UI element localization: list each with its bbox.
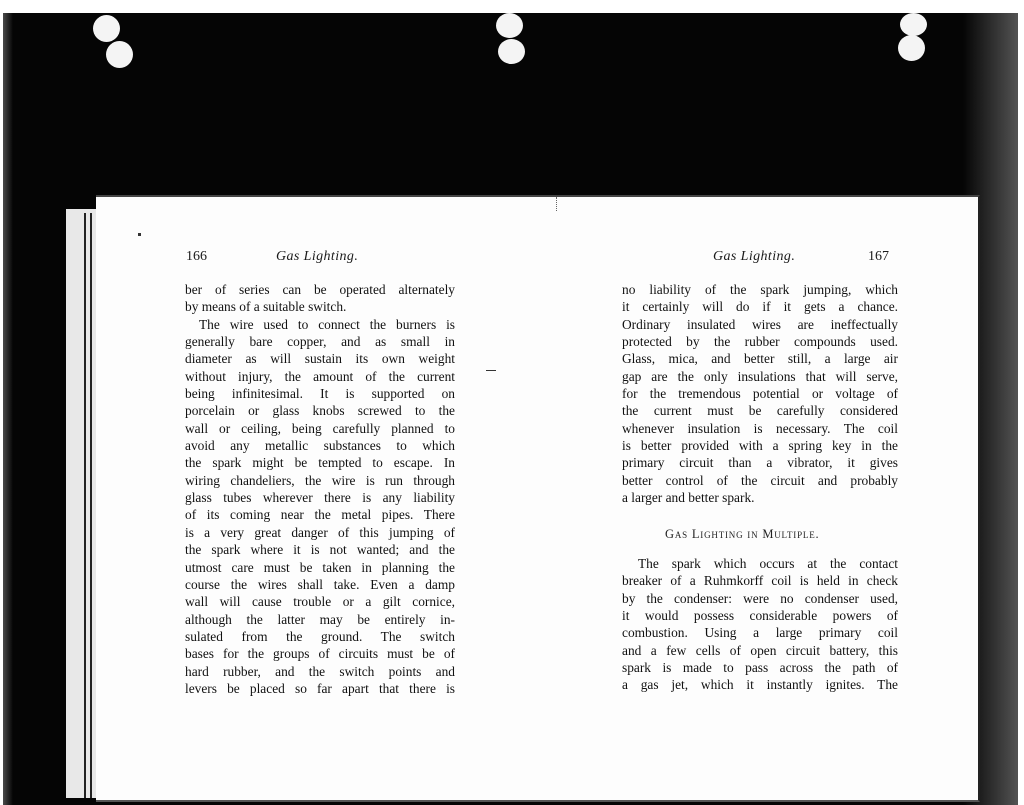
left-page xyxy=(96,197,556,800)
section-heading: Gas Lighting in Multiple. xyxy=(665,527,820,541)
clip-right-bottom xyxy=(898,35,925,61)
text-line: primary circuit than a vibrator, it gives xyxy=(622,455,898,471)
clip-center-top xyxy=(496,13,523,38)
text-line: avoid any metallic substances to which xyxy=(185,438,455,454)
text-line: wall or ceiling, being carefully planned to xyxy=(185,420,455,436)
page-edge-line xyxy=(90,213,92,798)
text-line: breaker of a Ruhmkorff coil is held in check xyxy=(622,573,898,589)
text-line: Ordinary insulated wires are ineffectually xyxy=(622,316,898,332)
text-line: sulated from the ground. The switch xyxy=(185,628,455,644)
backdrop-left-edge xyxy=(3,13,13,805)
text-line: it would possess considerable powers of xyxy=(622,608,898,624)
text-line: The spark which occurs at the contact xyxy=(638,556,898,571)
open-pages xyxy=(96,195,980,802)
text-line: gap are the only insulations that will serve, xyxy=(622,368,898,384)
text-line: protected by the rubber compounds used. xyxy=(622,334,898,350)
text-line: is better provided with a spring key in the xyxy=(622,438,898,454)
clip-center-bottom xyxy=(498,39,525,64)
text-line: is a very great danger of this jumping of xyxy=(185,524,455,540)
text-line: ber of series can be operated alternately xyxy=(185,282,455,297)
text-line: bases for the groups of circuits must be of xyxy=(185,646,455,662)
right-body-text-bottom xyxy=(622,555,898,694)
page-edges xyxy=(66,209,97,798)
text-line: a larger and better spark. xyxy=(622,490,755,506)
text-line: it certainly will do if it gets a chance. xyxy=(622,299,898,315)
text-line: wiring chandeliers, the wire is run through xyxy=(185,472,455,488)
text-line: glass tubes wherever there is any liability xyxy=(185,490,455,506)
right-body-text-top xyxy=(622,281,898,506)
running-title: Gas Lighting. xyxy=(713,249,796,264)
text-line: combustion. Using a large primary coil xyxy=(622,625,898,641)
page-number: 167 xyxy=(868,249,889,264)
text-line: although the latter may be entirely in- xyxy=(185,611,455,627)
text-line: the current must be carefully considered xyxy=(622,403,898,419)
text-line: the spark might be tempted to escape. In xyxy=(185,455,455,471)
page-number: 166 xyxy=(186,249,207,264)
text-line: for the tremendous potential or voltage of xyxy=(622,386,898,402)
clip-right-top xyxy=(900,13,927,36)
left-body-text xyxy=(185,281,455,697)
text-line: without injury, the amount of the current xyxy=(185,368,455,384)
text-line: wall will cause trouble or a gilt cornice, xyxy=(185,594,455,610)
running-title: Gas Lighting. xyxy=(276,249,359,264)
page-edge-line xyxy=(84,213,86,798)
text-line: whenever insulation is necessary. The coil xyxy=(622,420,898,436)
clip-left-top xyxy=(93,15,120,42)
right-page xyxy=(556,197,978,800)
text-line: no liability of the spark jumping, which xyxy=(622,282,898,297)
book-spread xyxy=(66,195,978,798)
text-line: generally bare copper, and as small in xyxy=(185,334,455,350)
text-line: hard rubber, and the switch points and xyxy=(185,663,455,679)
text-line: Glass, mica, and better still, a large air xyxy=(622,351,898,367)
text-line: a gas jet, which it instantly ignites. The xyxy=(622,677,898,693)
clip-left-bottom xyxy=(106,41,133,68)
text-line: The wire used to connect the burners is xyxy=(199,316,455,332)
text-line: the spark where it is not wanted; and the xyxy=(185,542,455,558)
text-line: course the wires shall take. Even a damp xyxy=(185,576,455,592)
text-line: utmost care must be taken in planning the xyxy=(185,559,455,575)
text-line: levers be placed so far apart that there is xyxy=(185,680,455,696)
text-line: of its coming near the metal pipes. There xyxy=(185,507,455,523)
text-line: and a few cells of open circuit battery, this xyxy=(622,642,898,658)
text-line: diameter as will sustain its own weight xyxy=(185,351,455,367)
text-line: by the condenser: were no condenser used, xyxy=(622,590,898,606)
text-line: better control of the circuit and probably xyxy=(622,472,898,488)
text-line: porcelain or glass knobs screwed to the xyxy=(185,403,455,419)
text-line: being infinitesimal. It is supported on xyxy=(185,386,455,402)
text-line: spark is made to pass across the path of xyxy=(622,660,898,676)
text-line: by means of a suitable switch. xyxy=(185,299,347,315)
